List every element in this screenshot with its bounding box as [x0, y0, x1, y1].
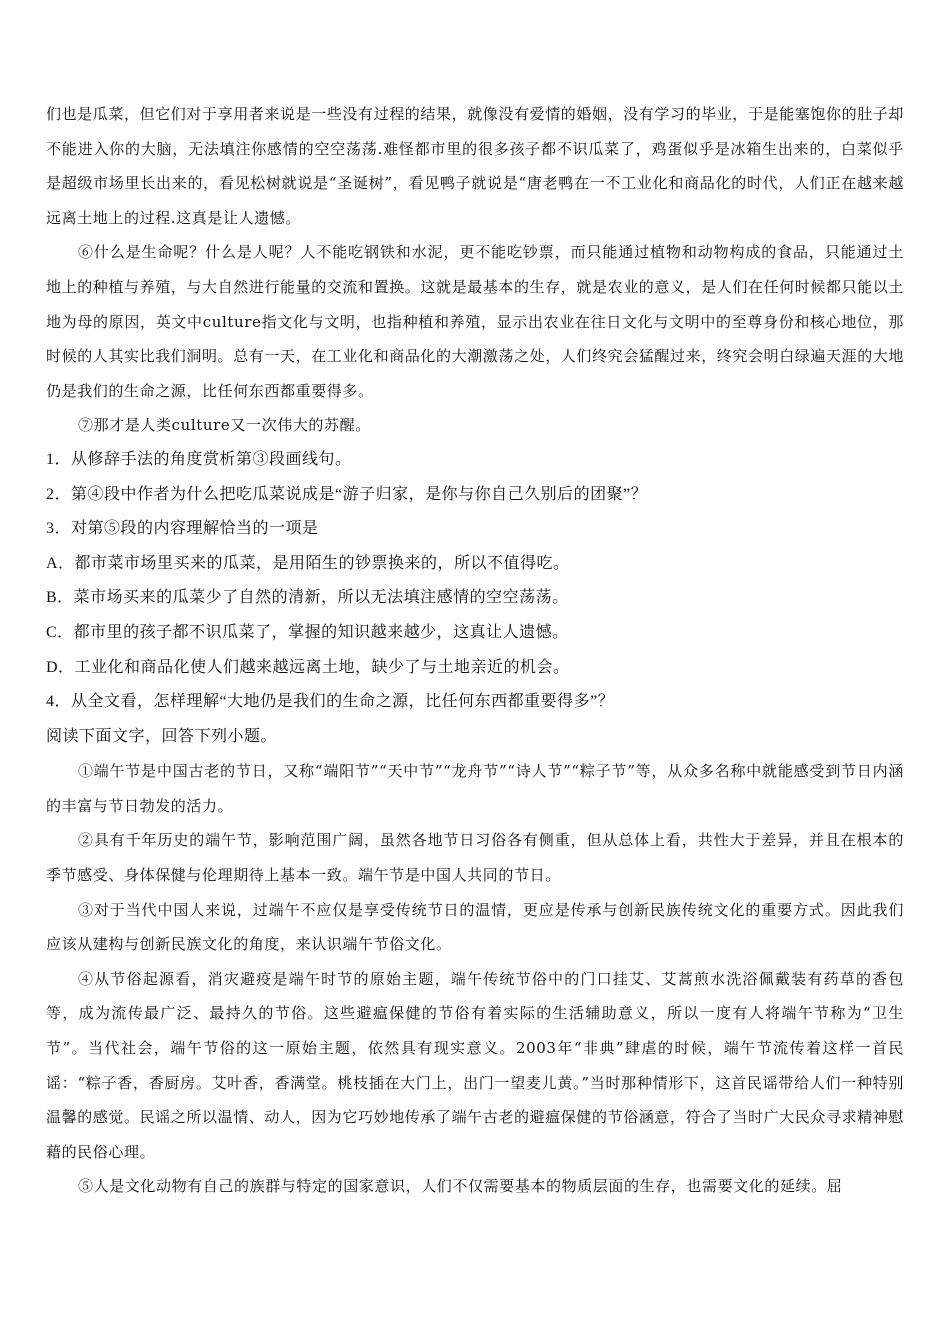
- reading-instruction: 阅读下面文字，回答下列小题。: [46, 727, 278, 745]
- passage1-paragraph-continued: 们也是瓜菜，但它们对于享用者来说是一些没有过程的结果，就像没有爱情的婚姻，没有学习的毕业，于是能塞饱你的肚子却不能进入你的大脑，无法填注你感情的空空荡荡.难怪都市里的很多孩子都不识瓜菜了，鸡蛋似乎是冰箱生出来的，白菜似乎是超级市场里长出来的，看见松树就说是“圣诞树”，看见鸭子就说是“唐老鸭在一不工业化和商品化的时代，人们正在越来越远离土地上的过程.这真是让人遗憾。: [46, 105, 905, 227]
- question-2: 2．第④段中作者为什么把吃瓜菜说成是“游子归家，是你与你自己久别后的团聚”？: [46, 485, 648, 503]
- question-3-option-a: A．都市菜市场里买来的瓜菜，是用陌生的钞票换来的，所以不值得吃。: [46, 554, 570, 572]
- question-3: 3．对第⑤段的内容理解恰当的一项是: [46, 520, 319, 538]
- question-3-option-b: B．菜市场买来的瓜菜少了自然的清新，所以无法填注感情的空空荡荡。: [46, 589, 569, 607]
- question-4: 4．从全文看，怎样理解“大地仍是我们的生命之源，比任何东西都重要得多”？: [46, 693, 615, 711]
- passage2-paragraph-1: ①端午节是中国古老的节日，又称“端阳节”“天中节”“龙舟节”“诗人节”“粽子节”等，从众多名称中就能感受到节日内涵的丰富与节日勃发的活力。: [46, 762, 904, 815]
- passage1-paragraph-7: ⑦那才是人类culture又一次伟大的苏醒。: [78, 416, 371, 435]
- passage1-paragraph-6: ⑥什么是生命呢？什么是人呢？人不能吃钢铁和水泥，更不能吃钞票，而只能通过植物和动物构成的食品，只能通过土地上的种植与养殖，与大自然进行能量的交流和置换。这就是最基本的生存，就是农业的意义，是人们在任何时候都只能以土地为母的原因，英文中culture指文化与文明，也指种植和养殖，显示出农业在往日文化与文明中的至尊身份和核心地位，那时候的人其实比我们洞明。总有一天，在工业化和商品化的大潮激荡之处，人们终究会猛醒过来，终究会明白绿遍天涯的大地仍是我们的生命之源，比任何东西都重要得多。: [46, 243, 905, 400]
- question-3-option-c: C．都市里的孩子都不识瓜菜了，掌握的知识越来越少，这真让人遗憾。: [46, 623, 569, 641]
- passage2-paragraph-3: ③对于当代中国人来说，过端午不应仅是享受传统节日的温情，更应是传承与创新民族传统文化的重要方式。因此我们应该从建构与创新民族文化的角度，来认识端午节俗文化。: [46, 900, 904, 954]
- question-3-option-d: D．工业化和商品化使人们越来越远离土地，缺少了与土地亲近的机会。: [46, 658, 570, 676]
- document-page: [46, 97, 904, 1204]
- passage2-paragraph-2: ②具有千年历史的端午节，影响范围广阔，虽然各地节日习俗各有侧重，但从总体上看，共性大于差异，并且在根本的季节感受、身体保健与伦理期待上基本一致。端午节是中国人共同的节日。: [46, 831, 904, 885]
- passage2-paragraph-4: ④从节俗起源看，消灾避疫是端午时节的原始主题，端午传统节俗中的门口挂艾、艾蒿煎水洗浴佩戴装有药草的香包等，成为流传最广泛、最持久的节俗。这些避瘟保健的节俗有着实际的生活辅助意义，所以一度有人将端午节称为“卫生节”。当代社会，端午节俗的这一原始主题，依然具有现实意义。2003年“非典”肆虐的时候，端午节流传着这样一首民谣：“粽子香，香厨房。艾叶香，香满堂。桃枝插在大门上，出门一望麦儿黄。”当时那种情形下，这首民谣带给人们一种特别温馨的感觉。民谣之所以温情、动人，因为它巧妙地传承了端午古老的避瘟保健的节俗涵意，符合了当时广大民众寻求精神慰藉的民俗心理。: [46, 969, 905, 1161]
- question-1: 1．从修辞手法的角度赏析第③段画线句。: [46, 450, 352, 468]
- passage2-paragraph-5: ⑤人是文化动物有自己的族群与特定的国家意识，人们不仅需要基本的物质层面的生存，也需要文化的延续。屈: [78, 1177, 843, 1196]
